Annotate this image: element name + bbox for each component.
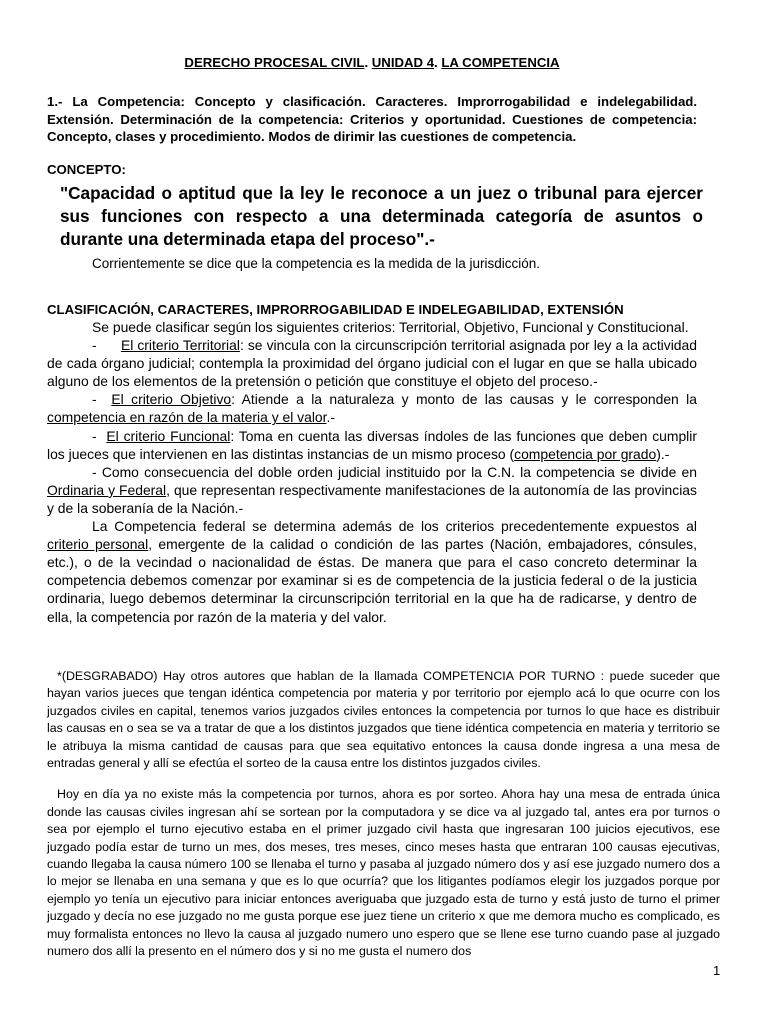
clasificacion-body: [47, 318, 697, 626]
desgrabado-section: [47, 668, 720, 961]
clasificacion-heading: CLASIFICACIÓN, CARACTERES, IMPRORROGABILIDAD E INDELEGABILIDAD, EXTENSIÓN: [47, 302, 624, 317]
criterio-territorial: - El criterio Territorial: se vincula con la circunscripción territorial asignada por ley a la actividad de cada órgano judicial; contempla la proximidad del órgano judicial con el lugar en que se halla ubicado alguno de los elementos de la pretensión o petición que constituye el objeto del proceso.-: [47, 337, 697, 390]
desgrabado-paragraph: *(DESGRABADO) Hay otros autores que hablan de la llamada COMPETENCIA POR TURNO : puede suceder que hayan varios jueces que tengan idéntica competencia por materia y por territorio por ejemplo acá lo que ocurre con los juzgados civiles en capital, tenemos varios juzgados civiles entonces la competencia por turnos lo que hace es distribuir las causas en o sea se va a tratar de que a los distintos juzgados que tiene idéntica competencia en materia y territorio se le atribuya la misma cantidad de causas para que sea equitativo entonces la causa donde ingresa a una mesa de entradas general y allí se efectúa el sorteo de la causa entre los distintos juzgados civiles.: [47, 669, 720, 771]
competencia-federal: La Competencia federal se determina además de los criterios precedentemente expuestos al criterio personal, emergente de la calidad o condición de las partes (Nación, embajadores, cónsules, etc.), o de la vecindad o nacionalidad de éstas. De manera que para el caso concreto determinar la competencia debemos comenzar por examinar si es de competencia de la justicia federal o de la justicia ordinaria, luego debemos determinar la circunscripción territorial en la que ha de radicarse, y dentro de ella, la competencia por razón de la materia y del valor.: [47, 518, 697, 625]
unit-title: LA COMPETENCIA: [441, 55, 560, 70]
concepto-heading: CONCEPTO:: [47, 162, 126, 177]
criterios-intro: Se puede clasificar según los siguientes criterios: Territorial, Objetivo, Funcional y Constitucional.: [92, 319, 689, 335]
jurisdiction-note: Corrientemente se dice que la competencia es la medida de la jurisdicción.: [92, 256, 540, 271]
unit-topics: 1.- La Competencia: Concepto y clasificación. Caracteres. Improrrogabilidad e indelegabilidad. Extensión. Determinación de la competencia: Criterios y oportunidad. Cuestiones de competencia: Concepto, clases y procedimiento. Modos de dirimir las cuestiones de competencia.: [47, 94, 697, 144]
unit-number: UNIDAD 4: [371, 55, 435, 70]
document-title: DERECHO PROCESAL CIVIL. UNIDAD 4. LA COMPETENCIA: [184, 55, 560, 70]
sorteo-paragraph: Hoy en día ya no existe más la competencia por turnos, ahora es por sorteo. Ahora hay una mesa de entrada única donde las causas civiles ingresan ahí se sortean por la computadora y se dice va al juzgado tal, antes era por turnos o sea por ejemplo el turno ejecutivo estaba en el primer juzgado civil hasta que ingresaran 100 juicios ejecutivos, ese juzgado podía estar de turno un mes, dos meses, tres meses, cinco meses hasta que entraran 100 causas ejecutivas, cuando llegaba la causa número 100 se llenaba el turno y pasaba al juzgado número dos y así ese juzgado numero dos a lo mejor se llenaba en una semana y que es lo que ocurría? que los litigantes podíamos elegir los juzgados porque por ejemplo yo tenía un ejecutivo para iniciar entonces averiguaba que juzgado esta de turno y está justo de turno el primer juzgado y decía no ese juzgado no me gusta porque ese juez tiene un criterio x que me demora mucho es complicado, es muy formalista entonces no llevo la causa al juzgado numero uno espero que se llene ese turno cuando pase al juzgado numero dos allí la presento en el número dos y si no me gusta el numero dos: [47, 787, 720, 959]
page-number: 1: [713, 963, 721, 978]
criterio-objetivo: - El criterio Objetivo: Atiende a la naturaleza y monto de las causas y le corresponden la competencia en razón de la materia y el valor.-: [47, 391, 697, 426]
definition-quote: "Capacidad o aptitud que la ley le reconoce a un juez o tribunal para ejercer sus funciones con respecto a una determinada categoría de asuntos o durante una determinada etapa del proceso".-: [60, 183, 703, 249]
criterio-funcional: - El criterio Funcional: Toma en cuenta las diversas índoles de las funciones que deben cumplir los jueces que intervienen en las distintas instancias de un mismo proceso (competencia por grado).-: [47, 427, 697, 462]
criterio-constitucional: - Como consecuencia del doble orden judicial instituido por la C.N. la competencia se divide en Ordinaria y Federal, que representan respectivamente manifestaciones de la autonomía de las provincias y de la soberanía de la Nación.-: [47, 463, 697, 516]
course-name: DERECHO PROCESAL CIVIL: [184, 55, 365, 70]
